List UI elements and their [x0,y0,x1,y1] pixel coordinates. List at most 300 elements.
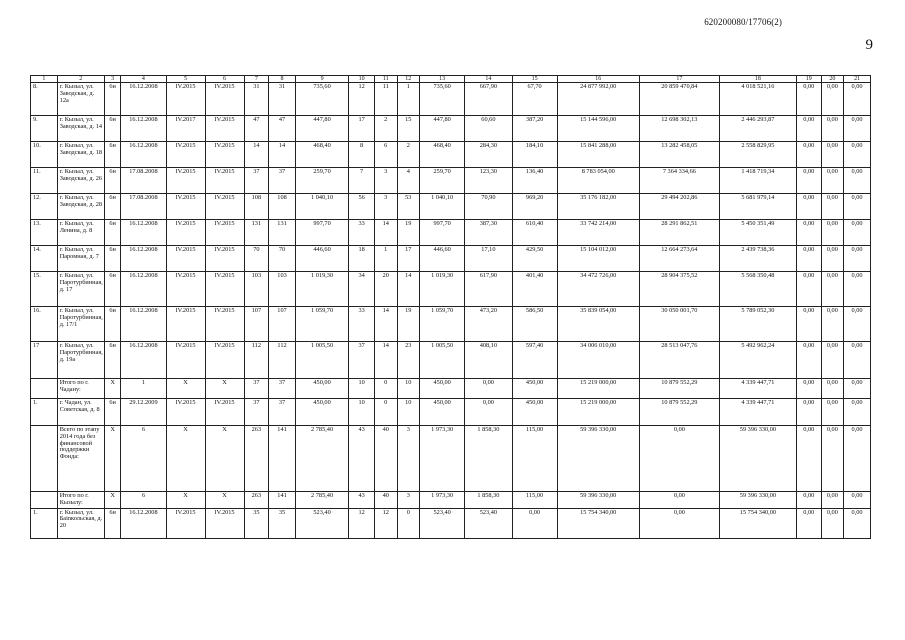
table-cell: 184,10 [512,142,557,168]
table-cell: 259,70 [420,168,465,194]
table-cell: 5 681 979,14 [719,194,796,220]
document-id: 620200080/17706(2) [704,17,782,27]
table-cell: 997,70 [295,220,348,246]
page-number: 9 [865,37,873,53]
table-cell: 40 [374,426,397,492]
table-cell: 13 282 458,05 [639,142,719,168]
table-cell: 450,00 [420,399,465,426]
table-row [31,272,871,307]
table-cell: 4 339 447,71 [719,379,796,399]
column-number: 14 [465,76,512,83]
table-cell: 4 [397,168,420,194]
table-cell: 59 396 330,00 [719,492,796,509]
table-cell: 115,00 [512,426,557,492]
table-row [31,426,871,492]
table-cell: 10 [397,399,420,426]
table-cell: IV.2017 [166,116,205,142]
table-cell: 33 742 214,00 [557,220,639,246]
table-cell: 6н [104,307,120,342]
table-cell: 108 [269,194,296,220]
table-cell: X [205,379,244,399]
column-number: 12 [397,76,420,83]
table-cell: 3 [397,492,420,509]
table-cell: 37 [269,399,296,426]
table-row [31,508,871,538]
table-cell: X [166,492,205,509]
table-cell: 5 789 052,30 [719,307,796,342]
table-cell: 9. [31,116,58,142]
table-cell: 60,60 [465,116,512,142]
table-cell: 0,00 [821,246,844,272]
table-row [31,307,871,342]
table-cell: IV.2015 [205,168,244,194]
table-cell: 0,00 [796,379,821,399]
table-cell: 28 291 862,51 [639,220,719,246]
address-cell: Всего по этапу 2014 года без финансовой поддержки Фонда: [57,426,104,492]
table-cell: 1 418 719,34 [719,168,796,194]
table-cell: 0,00 [844,399,871,426]
table-cell: 0,00 [844,342,871,379]
table-cell: IV.2015 [205,307,244,342]
table-cell: 70,90 [465,194,512,220]
table-cell: 2 [397,142,420,168]
table-cell: 15 219 000,00 [557,379,639,399]
table-cell: 1 059,70 [420,307,465,342]
table-cell: IV.2015 [166,220,205,246]
table-cell: 7 364 334,66 [639,168,719,194]
table-cell: 450,00 [295,379,348,399]
table-cell: IV.2015 [166,83,205,116]
table-row [31,194,871,220]
table-cell: 0,00 [796,399,821,426]
table-cell: IV.2015 [166,142,205,168]
table-cell: 12 [374,508,397,538]
table-cell: 7 [349,168,375,194]
table-cell: 447,80 [295,116,348,142]
column-number: 9 [295,76,348,83]
address-cell: г. Кызыл, ул. Паротурбинная, д. 17/1 [57,307,104,342]
table-cell: 31 [269,83,296,116]
table-cell: 0,00 [796,142,821,168]
table-row [31,399,871,426]
table-cell: 523,40 [420,508,465,538]
table-cell: 1 973,30 [420,492,465,509]
table-cell: 0,00 [821,492,844,509]
column-number: 2 [57,76,104,83]
table-cell: IV.2015 [166,508,205,538]
table-cell: 450,00 [420,379,465,399]
table-cell: 1 858,30 [465,426,512,492]
column-number: 13 [420,76,465,83]
table-cell: 6н [104,142,120,168]
table-cell: 14 [374,307,397,342]
table-cell: 1 [121,379,166,399]
table-cell: 23 [397,342,420,379]
table-cell: 131 [244,220,269,246]
table-cell: 6н [104,246,120,272]
table-cell: 0,00 [639,426,719,492]
table-cell: 0,00 [796,168,821,194]
table-cell: 17,10 [465,246,512,272]
table-cell: 70 [244,246,269,272]
table-cell: 387,30 [465,220,512,246]
column-number: 16 [557,76,639,83]
table-cell: 28 513 047,76 [639,342,719,379]
table-cell: 13. [31,220,58,246]
table-cell: 103 [244,272,269,307]
table-cell: IV.2015 [166,194,205,220]
table-cell: IV.2015 [205,342,244,379]
address-cell: г. Кызыл, ул. Бainкольская, д. 20 [57,508,104,538]
column-number: 6 [205,76,244,83]
table-cell: 0,00 [844,142,871,168]
table-cell: 16.12.2008 [121,272,166,307]
table-cell: X [205,492,244,509]
table-cell: 0,00 [796,194,821,220]
table-cell: 523,40 [295,508,348,538]
table-cell: 115,00 [512,492,557,509]
table-cell: 16. [31,307,58,342]
table-cell: 47 [244,116,269,142]
table-cell: 0,00 [821,272,844,307]
table-cell: 12. [31,194,58,220]
table-cell: 2 558 829,95 [719,142,796,168]
table-row [31,168,871,194]
table-cell: 5 492 962,24 [719,342,796,379]
table-cell: 0 [397,508,420,538]
table-cell: 2 785,40 [295,426,348,492]
table-cell: 35 [269,508,296,538]
table-cell: 15. [31,272,58,307]
address-cell: г. Кызыл, ул. Ленина, д. 8 [57,220,104,246]
table-cell: 3 [374,194,397,220]
table-cell: 4 018 521,16 [719,83,796,116]
table-cell: 1. [31,508,58,538]
table-cell: 107 [269,307,296,342]
table-cell: IV.2015 [205,83,244,116]
column-number: 19 [796,76,821,83]
table-cell: 37 [244,379,269,399]
table-cell: IV.2015 [205,399,244,426]
table-cell: 6н [104,116,120,142]
column-number: 18 [719,76,796,83]
table-cell: 2 [374,116,397,142]
table-cell: 0,00 [844,426,871,492]
table-cell: 0,00 [844,307,871,342]
table-cell: 10 [397,379,420,399]
table-cell: 5 568 350,48 [719,272,796,307]
table-cell: 429,50 [512,246,557,272]
table-cell: IV.2015 [205,272,244,307]
table-cell: 37 [244,168,269,194]
table-cell: 0,00 [639,508,719,538]
table-cell: 14 [397,272,420,307]
table-cell: 0,00 [821,194,844,220]
table-cell: 0,00 [844,168,871,194]
table-cell: 59 396 330,00 [557,492,639,509]
table-cell: 0,00 [844,379,871,399]
table-cell: 0,00 [821,399,844,426]
table-cell: 15 754 340,00 [719,508,796,538]
table-cell: X [104,426,120,492]
table-cell: 12 [349,83,375,116]
column-number: 10 [349,76,375,83]
table-cell: 0,00 [796,307,821,342]
table-cell: 0,00 [796,83,821,116]
table-cell: 0,00 [821,342,844,379]
table-cell: 1 [397,83,420,116]
table-cell: 735,60 [295,83,348,116]
table-cell [31,492,58,509]
table-cell: IV.2015 [205,194,244,220]
table-cell: X [166,426,205,492]
table-cell: IV.2015 [205,508,244,538]
address-cell: г. Кызыл, ул. Паротурбинная, д. 17 [57,272,104,307]
table-cell: 2 439 738,36 [719,246,796,272]
table-cell: 34 [349,272,375,307]
address-cell: г. Кызыл, ул. Заводская, д. 14 [57,116,104,142]
table-cell: 473,20 [465,307,512,342]
table-cell: 0,00 [465,379,512,399]
table-cell: 2 785,40 [295,492,348,509]
table-cell: IV.2015 [166,307,205,342]
table-cell: 0,00 [512,508,557,538]
table-cell: 31 [244,83,269,116]
table-cell: 37 [244,399,269,426]
column-number: 4 [121,76,166,83]
address-cell: Итого по г. Чадану: [57,379,104,399]
table-cell: 8. [31,83,58,116]
table-cell: 12 698 302,13 [639,116,719,142]
table-cell: 1 005,50 [295,342,348,379]
table-cell: 15 104 012,00 [557,246,639,272]
table-cell: 0 [374,399,397,426]
table-cell: 6н [104,220,120,246]
table-cell: 17 [397,246,420,272]
table-cell: IV.2015 [166,246,205,272]
table-cell: 1 059,70 [295,307,348,342]
table-cell: 6н [104,168,120,194]
column-number: 21 [844,76,871,83]
table-cell: 11 [374,83,397,116]
table-cell: 667,90 [465,83,512,116]
table-cell: IV.2015 [205,116,244,142]
table-cell: 28 904 375,52 [639,272,719,307]
table-cell: 0,00 [796,116,821,142]
table-cell: 2 446 293,87 [719,116,796,142]
table-cell: 19 [397,307,420,342]
table-cell: 0,00 [844,83,871,116]
table-cell: 259,70 [295,168,348,194]
table-cell: 16.12.2008 [121,342,166,379]
column-number: 15 [512,76,557,83]
table-cell: 16.12.2008 [121,307,166,342]
table-cell: 29 494 202,86 [639,194,719,220]
table-cell: 10 [349,399,375,426]
table-cell: 4 339 447,71 [719,399,796,426]
table-row [31,142,871,168]
table-cell: 0,00 [844,246,871,272]
table-cell: 53 [397,194,420,220]
table-cell: 10 879 552,29 [639,379,719,399]
table-cell: 0,00 [796,272,821,307]
table-cell: 969,20 [512,194,557,220]
address-cell: Итого по г. Кызылу: [57,492,104,509]
table-cell: 6н [104,272,120,307]
table-cell: 263 [244,426,269,492]
table-cell: 0,00 [844,194,871,220]
table-cell: 6н [104,194,120,220]
table-header-row [31,76,871,83]
table-cell: 43 [349,426,375,492]
table-cell: 468,40 [295,142,348,168]
table-cell: 34 006 010,00 [557,342,639,379]
table-cell: IV.2015 [166,342,205,379]
table-cell: 35 [244,508,269,538]
table-cell: 30 050 001,70 [639,307,719,342]
table-cell: 33 [349,220,375,246]
table-cell: X [166,379,205,399]
table-cell: 997,70 [420,220,465,246]
table-cell: IV.2015 [205,142,244,168]
table-cell: 0,00 [796,492,821,509]
table-cell: 112 [269,342,296,379]
table-cell: 24 877 992,00 [557,83,639,116]
table-cell: 1 858,30 [465,492,512,509]
table-cell: 123,30 [465,168,512,194]
table-cell: 17.08.2008 [121,194,166,220]
address-cell: г. Чадан, ул. Советская, д. 8 [57,399,104,426]
table-cell: 447,80 [420,116,465,142]
table-cell: 0,00 [639,492,719,509]
table-cell: 10 879 552,29 [639,399,719,426]
table-cell: 0,00 [821,142,844,168]
table-cell: 107 [244,307,269,342]
table-cell: 108 [244,194,269,220]
table-cell: 1 [374,246,397,272]
table-cell: 14 [244,142,269,168]
table-cell: 0,00 [796,246,821,272]
table-row [31,379,871,399]
address-cell: г. Кызыл, ул. Заводская, д. 18 [57,142,104,168]
column-number: 7 [244,76,269,83]
table-cell: IV.2015 [166,399,205,426]
table-cell: 0,00 [844,116,871,142]
table-cell: X [104,379,120,399]
table-cell: 8 783 054,00 [557,168,639,194]
table-cell: X [205,426,244,492]
table-cell: 1. [31,399,58,426]
housing-table [30,75,871,539]
table-cell: 141 [269,492,296,509]
table-row [31,116,871,142]
table-cell: 5 450 351,49 [719,220,796,246]
table-cell: 0,00 [796,426,821,492]
table-cell [31,379,58,399]
table-cell: IV.2015 [205,246,244,272]
table-cell: 33 [349,307,375,342]
table-cell: 16.12.2008 [121,508,166,538]
table-cell: 11. [31,168,58,194]
table-cell [31,426,58,492]
table-cell: 15 754 340,00 [557,508,639,538]
table-cell: 37 [269,168,296,194]
table-cell: 35 839 054,00 [557,307,639,342]
table-cell: 1 019,30 [420,272,465,307]
table-cell: 20 [374,272,397,307]
table-cell: 408,10 [465,342,512,379]
table-cell: 6н [104,399,120,426]
column-number: 20 [821,76,844,83]
table-cell: 37 [269,379,296,399]
table-cell: 0,00 [465,399,512,426]
table-cell: 263 [244,492,269,509]
table-cell: 16.12.2008 [121,142,166,168]
table-cell: 131 [269,220,296,246]
table-cell: 14 [374,220,397,246]
table-cell: 40 [374,492,397,509]
column-number: 1 [31,76,58,83]
table-cell: 29.12.2009 [121,399,166,426]
table-row [31,220,871,246]
table-cell: 15 [397,116,420,142]
table-cell: 0 [374,379,397,399]
column-number: 17 [639,76,719,83]
table-cell: 1 973,30 [420,426,465,492]
table-cell: 1 019,30 [295,272,348,307]
table-cell: 387,20 [512,116,557,142]
table-cell: 523,40 [465,508,512,538]
table-cell: 0,00 [821,220,844,246]
table-cell: 450,00 [295,399,348,426]
table-cell: 3 [374,168,397,194]
table-cell: 34 472 726,00 [557,272,639,307]
table-cell: 6н [104,508,120,538]
table-cell: 284,30 [465,142,512,168]
table-cell: 0,00 [821,116,844,142]
table-cell: 450,00 [512,379,557,399]
table-cell: 597,40 [512,342,557,379]
table-cell: 19 [397,220,420,246]
table-cell: 3 [397,426,420,492]
table-cell: 1 040,10 [420,194,465,220]
table-row [31,83,871,116]
table-cell: 6 [121,492,166,509]
table-cell: 10 [349,379,375,399]
table-row [31,246,871,272]
table-cell: 0,00 [821,379,844,399]
table-cell: X [104,492,120,509]
table-cell: 14 [374,342,397,379]
table-cell: 0,00 [796,342,821,379]
table-cell: 16.12.2008 [121,246,166,272]
table-cell: 0,00 [844,272,871,307]
column-number: 11 [374,76,397,83]
table-cell: 6 [374,142,397,168]
table-cell: 37 [349,342,375,379]
address-cell: г. Кызыл, ул. Паротурбинная, д. 19а [57,342,104,379]
table-cell: 112 [244,342,269,379]
table-cell: 0,00 [844,508,871,538]
table-cell: 17.08.2008 [121,168,166,194]
address-cell: г. Кызыл, ул. Паромная, д. 7 [57,246,104,272]
table-cell: 56 [349,194,375,220]
table-cell: 67,70 [512,83,557,116]
table-cell: 15 219 000,00 [557,399,639,426]
table-cell: 15 841 288,00 [557,142,639,168]
table-cell: 0,00 [796,220,821,246]
table-cell: 617,90 [465,272,512,307]
